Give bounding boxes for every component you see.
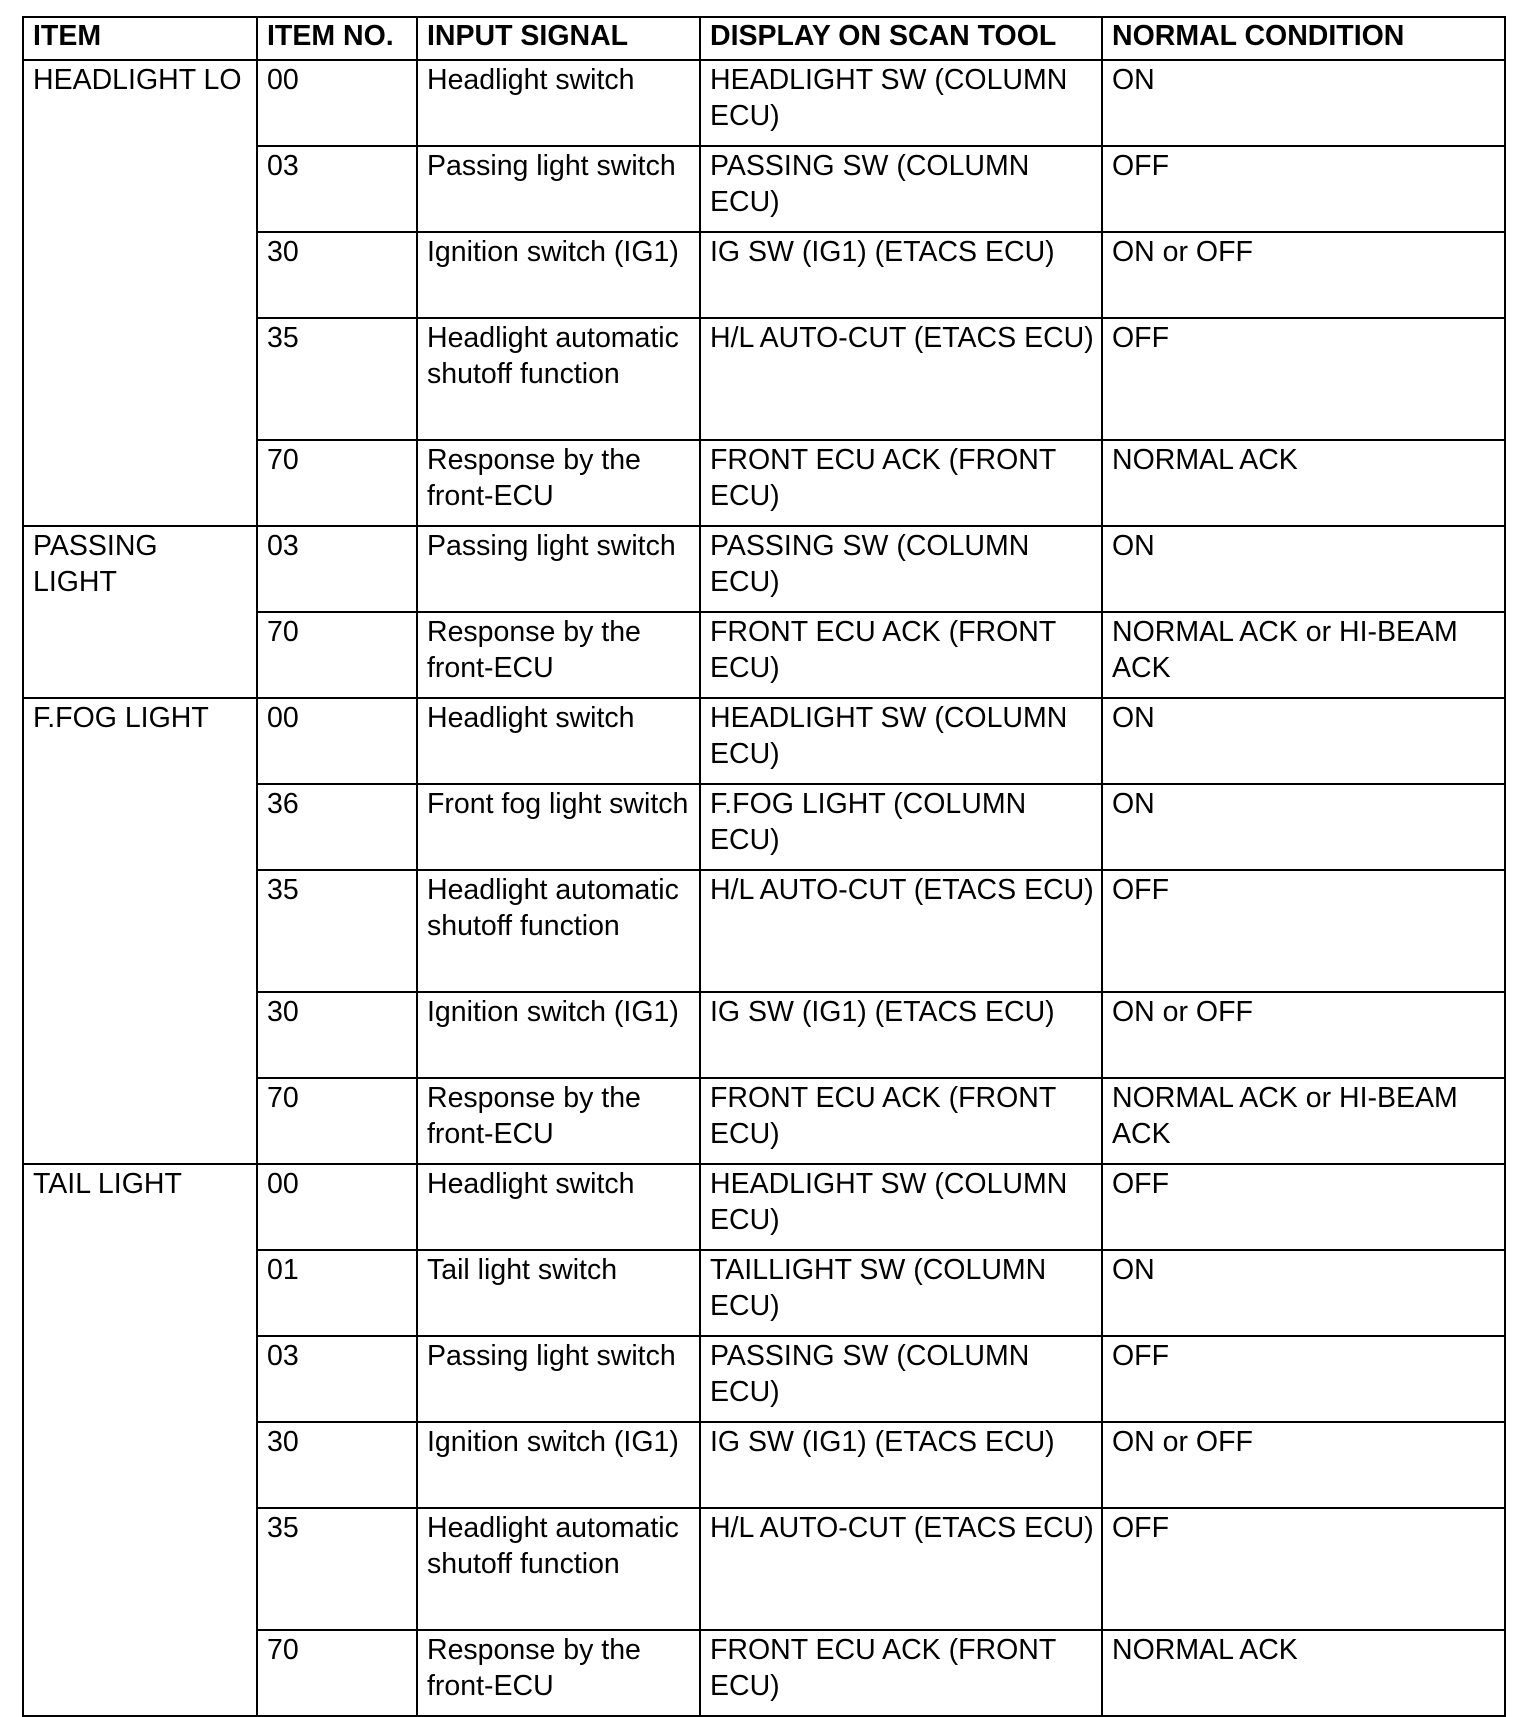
- display-cell: TAILLIGHT SW (COLUMN ECU): [700, 1250, 1102, 1336]
- item-no-cell: 03: [257, 146, 417, 232]
- input-signal-cell: Ignition switch (IG1): [417, 232, 700, 318]
- normal-condition-cell: ON: [1102, 526, 1505, 612]
- normal-condition-cell: ON or OFF: [1102, 232, 1505, 318]
- item-no-cell: 36: [257, 784, 417, 870]
- header-item-no: ITEM NO.: [257, 17, 417, 60]
- input-signal-cell: Headlight automatic shutoff function: [417, 1508, 700, 1630]
- input-signal-cell: Passing light switch: [417, 146, 700, 232]
- item-cell: HEADLIGHT LO: [23, 60, 257, 526]
- normal-condition-cell: NORMAL ACK or HI-BEAM ACK: [1102, 612, 1505, 698]
- display-cell: PASSING SW (COLUMN ECU): [700, 1336, 1102, 1422]
- table-row: [23, 60, 1505, 146]
- header-normal-condition: NORMAL CONDITION: [1102, 17, 1505, 60]
- table-row: [23, 698, 1505, 784]
- item-no-cell: 00: [257, 1164, 417, 1250]
- display-cell: FRONT ECU ACK (FRONT ECU): [700, 1630, 1102, 1716]
- header-row: [23, 17, 1505, 60]
- normal-condition-cell: OFF: [1102, 870, 1505, 992]
- input-signal-cell: Passing light switch: [417, 1336, 700, 1422]
- display-cell: HEADLIGHT SW (COLUMN ECU): [700, 698, 1102, 784]
- display-cell: IG SW (IG1) (ETACS ECU): [700, 232, 1102, 318]
- display-cell: IG SW (IG1) (ETACS ECU): [700, 1422, 1102, 1508]
- display-cell: H/L AUTO-CUT (ETACS ECU): [700, 318, 1102, 440]
- normal-condition-cell: OFF: [1102, 1164, 1505, 1250]
- item-no-cell: 35: [257, 1508, 417, 1630]
- normal-condition-cell: OFF: [1102, 1336, 1505, 1422]
- item-no-cell: 70: [257, 1078, 417, 1164]
- header-input-signal: INPUT SIGNAL: [417, 17, 700, 60]
- normal-condition-cell: ON: [1102, 1250, 1505, 1336]
- item-no-cell: 35: [257, 318, 417, 440]
- input-signal-cell: Headlight switch: [417, 60, 700, 146]
- item-cell: PASSING LIGHT: [23, 526, 257, 698]
- input-signal-cell: Response by the front-ECU: [417, 440, 700, 526]
- item-no-cell: 00: [257, 698, 417, 784]
- normal-condition-cell: ON or OFF: [1102, 1422, 1505, 1508]
- normal-condition-cell: ON: [1102, 784, 1505, 870]
- item-no-cell: 70: [257, 612, 417, 698]
- item-no-cell: 70: [257, 440, 417, 526]
- item-cell: TAIL LIGHT: [23, 1164, 257, 1716]
- header-display-on-scan-tool: DISPLAY ON SCAN TOOL: [700, 17, 1102, 60]
- item-no-cell: 30: [257, 1422, 417, 1508]
- item-cell: F.FOG LIGHT: [23, 698, 257, 1164]
- input-signal-cell: Headlight switch: [417, 1164, 700, 1250]
- table-row: [23, 526, 1505, 612]
- normal-condition-cell: OFF: [1102, 318, 1505, 440]
- normal-condition-cell: ON: [1102, 60, 1505, 146]
- item-no-cell: 00: [257, 60, 417, 146]
- input-signal-cell: Response by the front-ECU: [417, 1078, 700, 1164]
- input-signal-cell: Headlight automatic shutoff function: [417, 870, 700, 992]
- item-no-cell: 03: [257, 526, 417, 612]
- input-signal-cell: Response by the front-ECU: [417, 612, 700, 698]
- display-cell: H/L AUTO-CUT (ETACS ECU): [700, 870, 1102, 992]
- normal-condition-cell: OFF: [1102, 1508, 1505, 1630]
- item-no-cell: 70: [257, 1630, 417, 1716]
- display-cell: FRONT ECU ACK (FRONT ECU): [700, 1078, 1102, 1164]
- header-item: ITEM: [23, 17, 257, 60]
- item-no-cell: 30: [257, 992, 417, 1078]
- normal-condition-cell: NORMAL ACK: [1102, 440, 1505, 526]
- scan-tool-signal-table: [22, 16, 1506, 1717]
- table-row: [23, 1164, 1505, 1250]
- document-page: [22, 16, 1504, 1717]
- display-cell: PASSING SW (COLUMN ECU): [700, 526, 1102, 612]
- display-cell: H/L AUTO-CUT (ETACS ECU): [700, 1508, 1102, 1630]
- normal-condition-cell: NORMAL ACK or HI-BEAM ACK: [1102, 1078, 1505, 1164]
- display-cell: F.FOG LIGHT (COLUMN ECU): [700, 784, 1102, 870]
- normal-condition-cell: OFF: [1102, 146, 1505, 232]
- item-no-cell: 30: [257, 232, 417, 318]
- input-signal-cell: Tail light switch: [417, 1250, 700, 1336]
- display-cell: PASSING SW (COLUMN ECU): [700, 146, 1102, 232]
- input-signal-cell: Passing light switch: [417, 526, 700, 612]
- item-no-cell: 03: [257, 1336, 417, 1422]
- input-signal-cell: Headlight switch: [417, 698, 700, 784]
- display-cell: HEADLIGHT SW (COLUMN ECU): [700, 1164, 1102, 1250]
- item-no-cell: 01: [257, 1250, 417, 1336]
- display-cell: FRONT ECU ACK (FRONT ECU): [700, 440, 1102, 526]
- display-cell: HEADLIGHT SW (COLUMN ECU): [700, 60, 1102, 146]
- normal-condition-cell: ON or OFF: [1102, 992, 1505, 1078]
- normal-condition-cell: NORMAL ACK: [1102, 1630, 1505, 1716]
- input-signal-cell: Ignition switch (IG1): [417, 992, 700, 1078]
- input-signal-cell: Headlight automatic shutoff function: [417, 318, 700, 440]
- input-signal-cell: Ignition switch (IG1): [417, 1422, 700, 1508]
- display-cell: FRONT ECU ACK (FRONT ECU): [700, 612, 1102, 698]
- table-body: [23, 60, 1505, 1716]
- input-signal-cell: Response by the front-ECU: [417, 1630, 700, 1716]
- normal-condition-cell: ON: [1102, 698, 1505, 784]
- item-no-cell: 35: [257, 870, 417, 992]
- display-cell: IG SW (IG1) (ETACS ECU): [700, 992, 1102, 1078]
- input-signal-cell: Front fog light switch: [417, 784, 700, 870]
